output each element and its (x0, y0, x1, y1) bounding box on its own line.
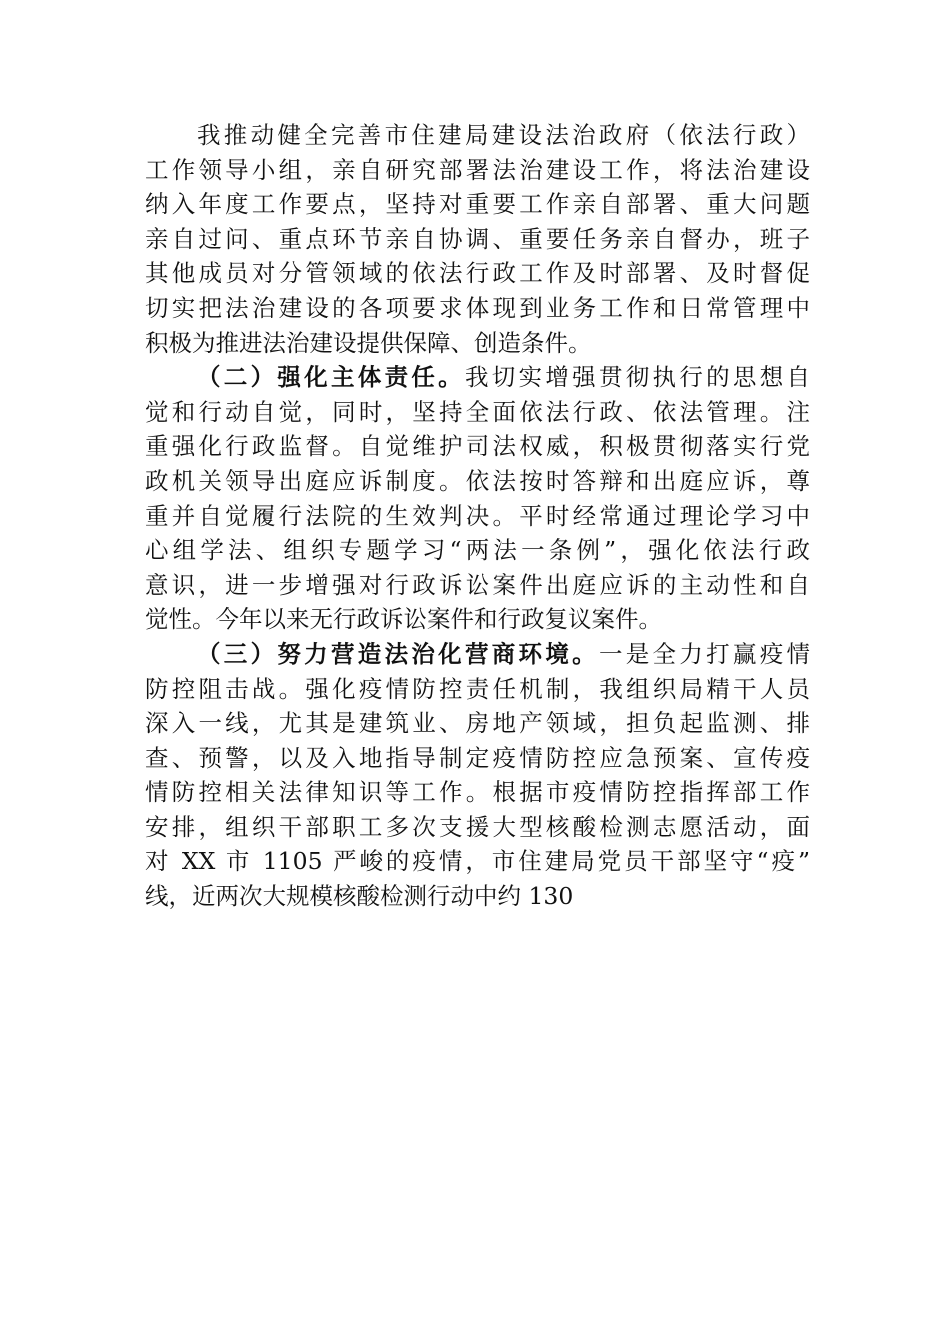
paragraph-3-line-1 (145, 637, 810, 672)
paragraph-1-line-1: 我推动健全完善市住建局建设法治政府（依法行政） (197, 121, 810, 149)
paragraph-3-line-5: 情防控相关法律知识等工作。根据市疫情防控指挥部工作 (145, 778, 810, 807)
paragraph-3-line-7: 对 XX 市 1105 严峻的疫情，市住建局党员干部坚守“疫” (145, 847, 810, 876)
paragraph-1-line-6: 切实把法治建设的各项要求体现到业务工作和日常管理中 (145, 293, 810, 322)
section-heading-2: （二）强化主体责任。 (197, 363, 465, 392)
paragraph-1-line-3: 纳入年度工作要点，坚持对重要工作亲自部署、重大问题 (145, 190, 810, 219)
paragraph-3-line-6: 安排，组织干部职工多次支援大型核酸检测志愿活动，面 (145, 812, 810, 841)
paragraph-1-line-7: 积极为推进法治建设提供保障、创造条件。 (145, 328, 592, 357)
paragraph-3-line-2: 防控阻击战。强化疫情防控责任机制，我组织局精干人员 (145, 674, 810, 703)
paragraph-2-line-6: 心组学法、组织专题学习“两法一条例”，强化依法行政 (145, 536, 810, 565)
paragraph-2-line-3: 重强化行政监督。自觉维护司法权威，积极贯彻落实行党 (145, 432, 810, 461)
paragraph-3-line-1-text: 一是全力打赢疫情 (598, 639, 811, 668)
paragraph-1-line-2: 工作领导小组，亲自研究部署法治建设工作，将法治建设 (145, 155, 810, 184)
paragraph-1-line-4: 亲自过问、重点环节亲自协调、重要任务亲自督办，班子 (145, 224, 810, 253)
paragraph-3-line-8: 线，近两次大规模核酸检测行动中约 130 (145, 882, 574, 911)
paragraph-2-line-2: 觉和行动自觉，同时，坚持全面依法行政、依法管理。注 (145, 397, 810, 426)
paragraph-2-line-5: 重并自觉履行法院的生效判决。平时经常通过理论学习中 (145, 501, 810, 530)
section-heading-3: （三）努力营造法治化营商环境。 (197, 639, 599, 668)
paragraph-3-line-4: 查、预警，以及入地指导制定疫情防控应急预案、宣传疫 (145, 743, 810, 772)
paragraph-2-line-1 (145, 360, 810, 395)
paragraph-3-line-3: 深入一线，尤其是建筑业、房地产领域，担负起监测、排 (145, 709, 810, 738)
paragraph-2-line-7: 意识，进一步增强对行政诉讼案件出庭应诉的主动性和自 (145, 570, 810, 599)
paragraph-2-line-4: 政机关领导出庭应诉制度。依法按时答辩和出庭应诉，尊 (145, 466, 810, 495)
paragraph-1-line-5: 其他成员对分管领域的依法行政工作及时部署、及时督促 (145, 259, 810, 288)
document-body (145, 118, 810, 914)
paragraph-2-line-8: 觉性。今年以来无行政诉讼案件和行政复议案件。 (145, 605, 662, 634)
paragraph-2-line-1-text: 我切实增强贯彻执行的思想自 (464, 363, 811, 392)
